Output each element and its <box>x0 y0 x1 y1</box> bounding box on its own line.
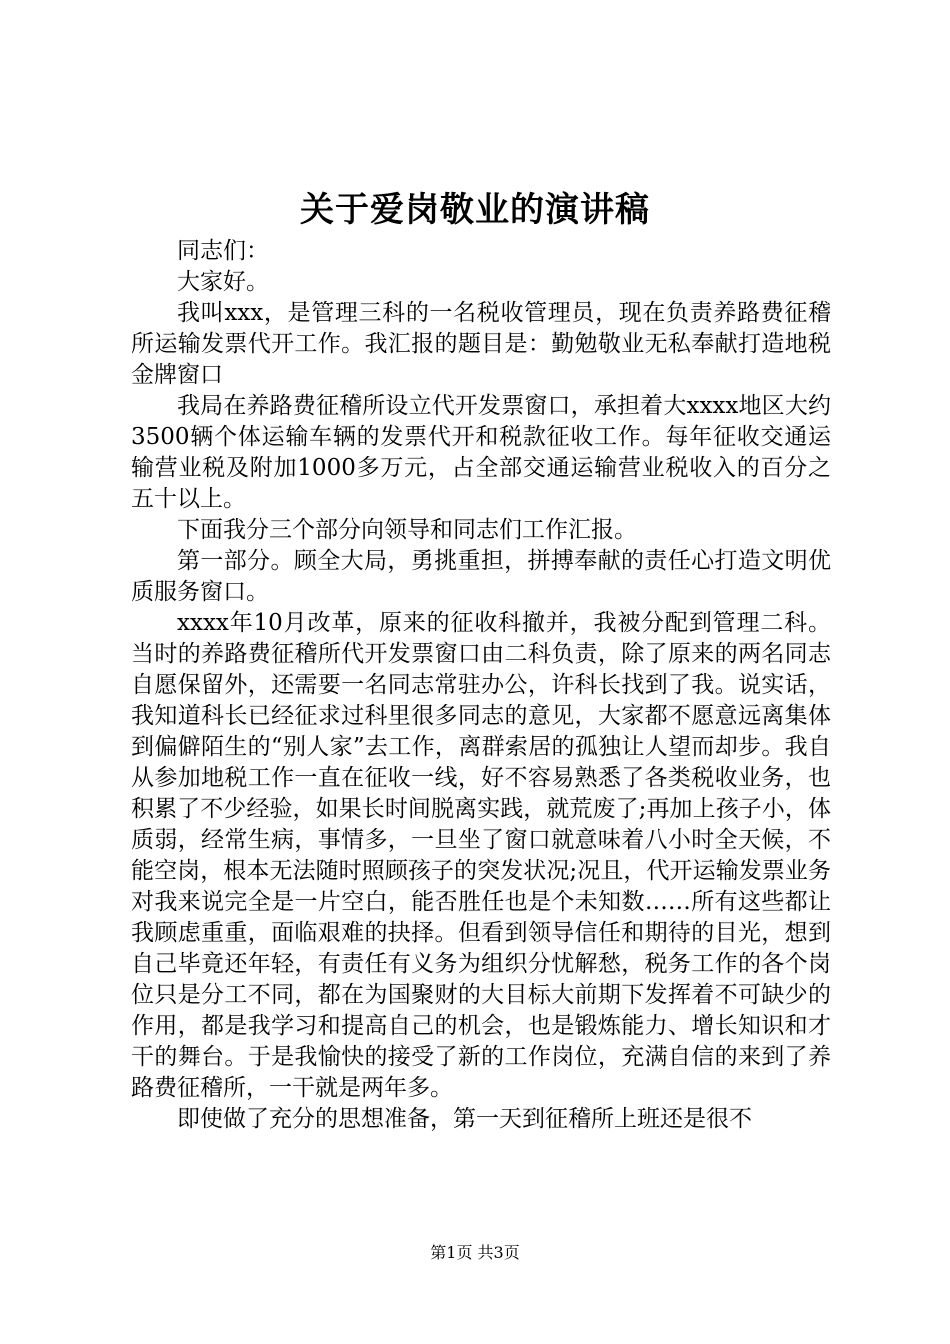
paragraph-window-overview: 我局在养路费征稽所设立代开发票窗口，承担着大xxxx地区大约3500辆个体运输车辆的发票代开和税款征收工作。每年征收交通运输营业税及附加1000多万元，占全部交通运输营业税收入的百分之五十以上。 <box>131 393 831 512</box>
paragraph-hello: 大家好。 <box>177 269 269 295</box>
paragraph-report-outline: 下面我分三个部分向领导和同志们工作汇报。 <box>177 517 637 543</box>
paragraph-part-one-heading: 第一部分。顾全大局，勇挑重担，拼搏奉献的责任心打造文明优质服务窗口。 <box>131 548 831 605</box>
page-number-footer: 第1页 共3页 <box>430 1243 520 1262</box>
paragraph-greeting: 同志们： <box>177 238 269 264</box>
document-title: 关于爱岗敬业的演讲稿 <box>300 190 650 230</box>
paragraph-reform-story: xxxx年10月改革，原来的征收科撤并，我被分配到管理二科。当时的养路费征稽所代开发票窗口由二科负责，除了原来的两名同志自愿保留外，还需要一名同志常驻办公，许科长找到了我。说实话，我知道科长已经征求过科里很多同志的意见，大家都不愿意远离集体到偏僻陌生的“别人家”去工作，离群索居的孤独让人望而却步。我自从参加地税工作一直在征收一线，好不容易熟悉了各类税收业务，也积累了不少经验，如果长时间脱离实践，就荒废了;再加上孩子小，体质弱，经常生病，事情多，一旦坐了窗口就意味着八小时全天候，不能空岗，根本无法随时照顾孩子的突发状况;况且，代开运输发票业务对我来说完全是一片空白，能否胜任也是个未知数……所有这些都让我顾虑重重，面临艰难的抉择。但看到领导信任和期待的目光，想到自己毕竟还年轻，有责任有义务为组织分忧解愁，税务工作的各个岗位只是分工不同，都在为国聚财的大目标大前期下发挥着不可缺少的作用，都是我学习和提高自己的机会，也是锻炼能力、增长知识和才干的舞台。于是我愉快的接受了新的工作岗位，充满自信的来到了养路费征稽所，一干就是两年多。 <box>131 610 831 1101</box>
document-body <box>131 236 831 1135</box>
paragraph-first-day: 即使做了充分的思想准备，第一天到征稽所上班还是很不 <box>177 1106 752 1132</box>
paragraph-introduction: 我叫xxx，是管理三科的一名税收管理员，现在负责养路费征稽所运输发票代开工作。我汇报的题目是：勤勉敬业无私奉献打造地税金牌窗口 <box>131 300 831 388</box>
